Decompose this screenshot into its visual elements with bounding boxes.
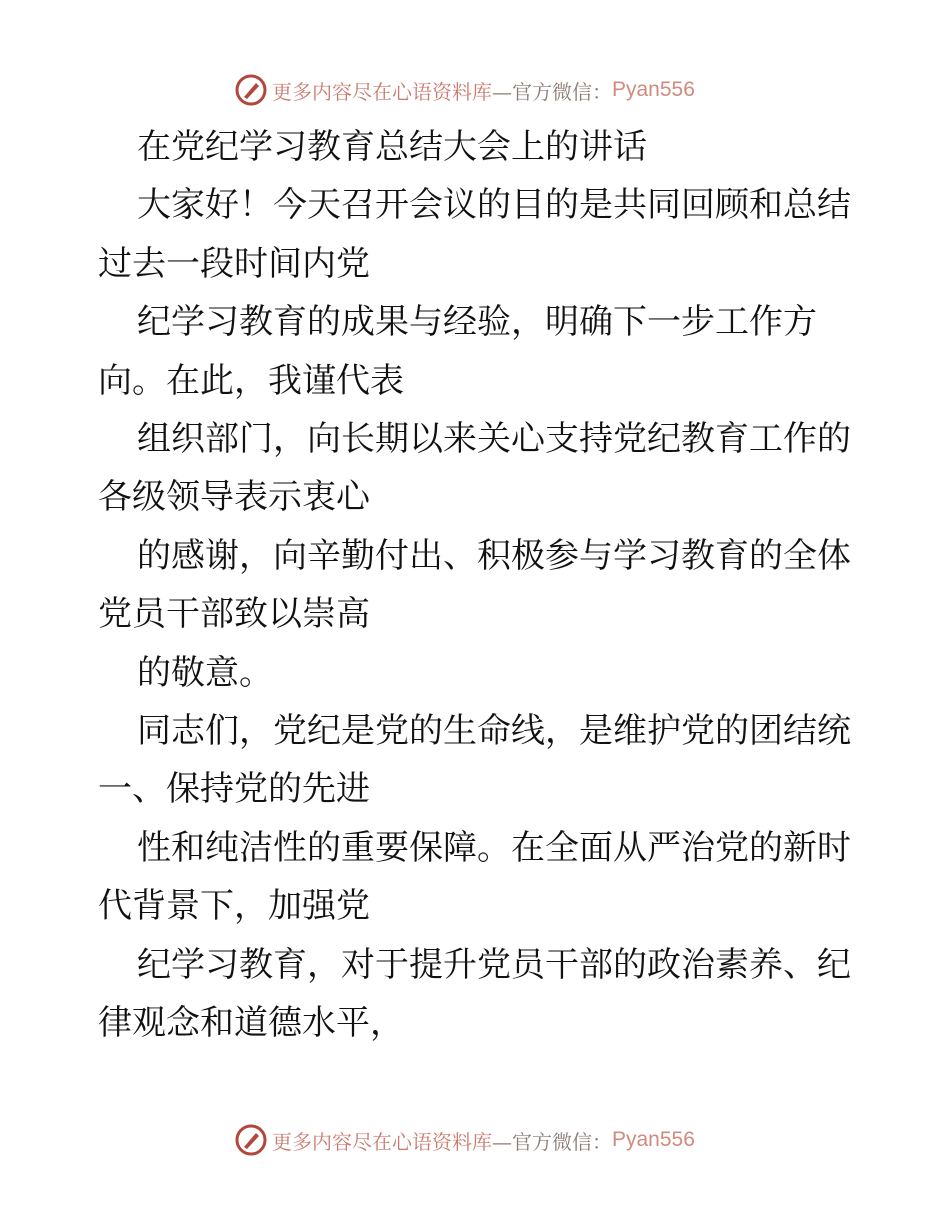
- document-title: 在党纪学习教育总结大会上的讲话: [137, 127, 647, 167]
- text-line: 代背景下，加强党: [98, 886, 370, 927]
- text-line: 各级领导表示衷心: [98, 477, 370, 518]
- text-line: 纪学习教育，对于提升党员干部的政治素养、纪: [137, 944, 851, 985]
- text-line: 纪学习教育的成果与经验，明确下一步工作方: [137, 302, 817, 343]
- text-line: 党员干部致以崇高: [98, 594, 370, 635]
- footer-watermark: [234, 1122, 695, 1158]
- watermark-main: 更多内容尽在心语资料库: [272, 1129, 492, 1154]
- text-line: 向。在此，我谨代表: [98, 360, 404, 401]
- text-line: 过去一段时间内党: [98, 243, 370, 284]
- text-line: 的感谢，向辛勤付出、积极参与学习教育的全体: [137, 535, 851, 576]
- text-line: 的敬意。: [137, 652, 273, 693]
- watermark-sep: —官方微信：: [492, 1129, 612, 1154]
- text-line: 组织部门，向长期以来关心支持党纪教育工作的: [137, 419, 851, 459]
- text-line: 一、保持党的先进: [98, 769, 370, 810]
- text-line: 律观念和道德水平，: [98, 1003, 404, 1043]
- watermark-sep: —官方微信：: [492, 79, 612, 104]
- header-watermark: [234, 72, 695, 108]
- text-line: 同志们，党纪是党的生命线，是维护党的团结统: [137, 711, 851, 751]
- watermark-main: 更多内容尽在心语资料库: [272, 79, 492, 104]
- pen-logo-icon: [234, 1123, 268, 1157]
- text-line: 大家好！今天召开会议的目的是共同回顾和总结: [137, 185, 851, 226]
- watermark-id: Pyan556: [612, 1128, 695, 1151]
- text-line: 性和纯洁性的重要保障。在全面从严治党的新时: [137, 827, 851, 868]
- pen-logo-icon: [234, 73, 268, 107]
- watermark-id: Pyan556: [612, 78, 695, 101]
